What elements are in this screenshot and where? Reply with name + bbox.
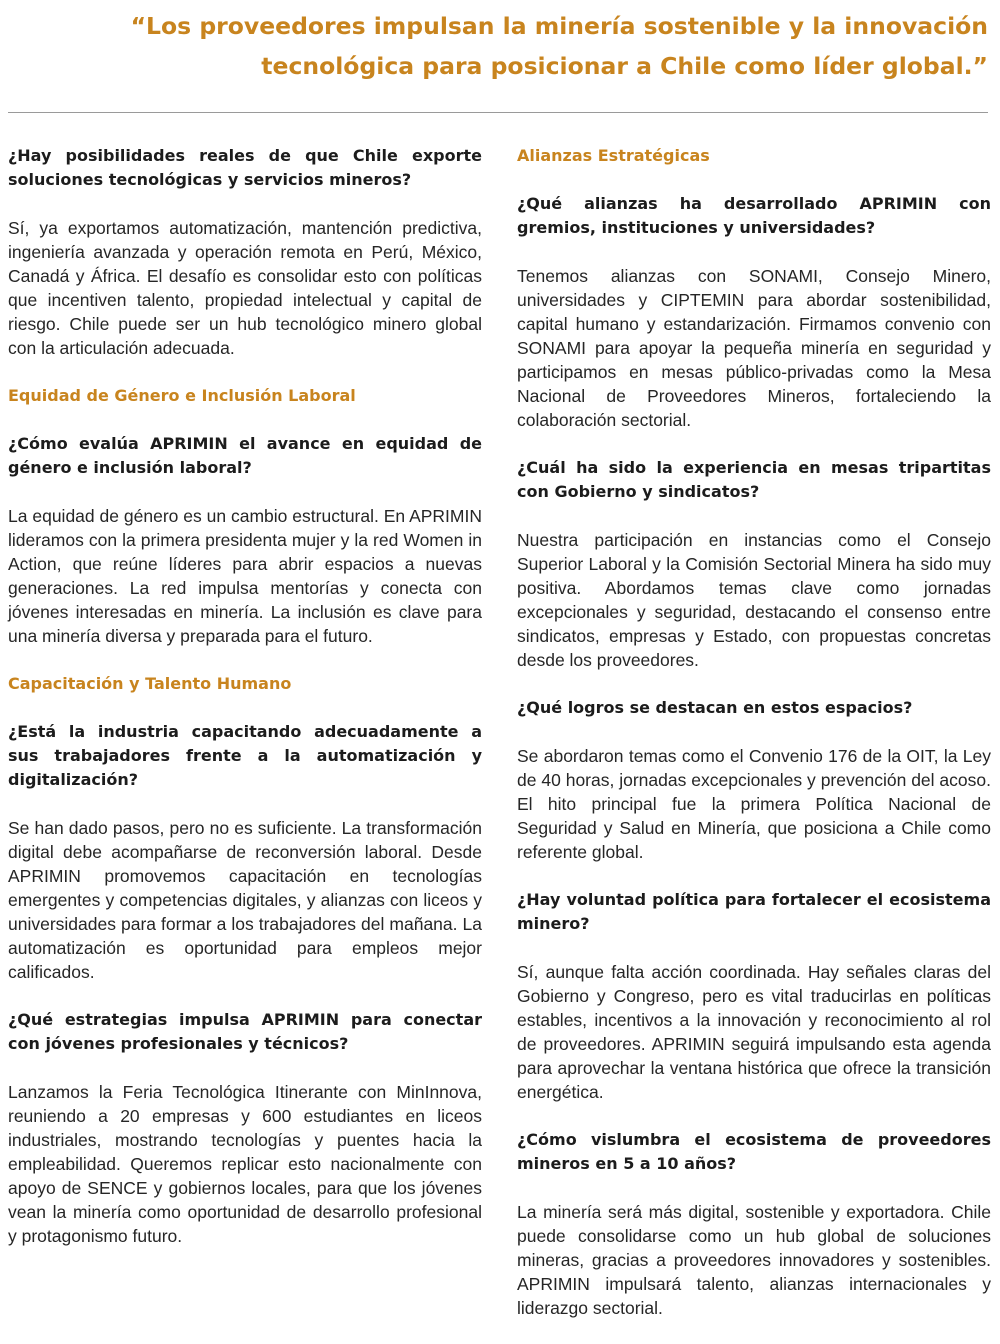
answer-alliances: Tenemos alianzas con SONAMI, Consejo Minero, universidades y CIPTEMIN para abordar sostenibilidad, capital humano y estandarización. Firmamos convenio con SONAMI para apoyar la pequeña minería en seguridad y participamos en mesas público-privadas como la Mesa Nacional de Proveedores Mineros, fortaleciendo la colaboración sectorial. <box>517 266 991 430</box>
section-heading-alliances: Alianzas Estratégicas <box>517 146 710 165</box>
right-column <box>517 144 991 1344</box>
question-gender: ¿Cómo evalúa APRIMIN el avance en equidad de género e inclusión laboral? <box>8 434 482 477</box>
section-heading-gender: Equidad de Género e Inclusión Laboral <box>8 386 356 405</box>
answer-outlook: La minería será más digital, sostenible y exportadora. Chile puede consolidarse como un hub global de soluciones mineras, gracias a proveedores innovadores y sostenibles. APRIMIN impulsará talento, alianzas internacionales y liderazgo sectorial. <box>517 1202 991 1318</box>
answer-political-will: Sí, aunque falta acción coordinada. Hay señales claras del Gobierno y Congreso, pero es vital traducirlas en políticas estables, incentivos a la innovación y reconocimiento al rol de proveedores. APRIMIN seguirá impulsando esta agenda para aprovechar la ventana histórica que ofrece la transición energética. <box>517 962 991 1102</box>
question-political-will: ¿Hay voluntad política para fortalecer el ecosistema minero? <box>517 890 991 933</box>
answer-export: Sí, ya exportamos automatización, mantención predictiva, ingeniería avanzada y operación remota en Perú, México, Canadá y África. El desafío es consolidar esto con políticas que incentiven talento, propiedad intelectual y capital de riesgo. Chile puede ser un hub tecnológico minero global con la articulación adecuada. <box>8 218 482 358</box>
pull-quote: “Los proveedores impulsan la minería sostenible y la innovación tecnológica para posicionar a Chile como líder global.” <box>130 12 988 80</box>
question-outlook: ¿Cómo vislumbra el ecosistema de proveedores mineros en 5 a 10 años? <box>517 1130 991 1173</box>
question-tripartite: ¿Cuál ha sido la experiencia en mesas tripartitas con Gobierno y sindicatos? <box>517 458 991 501</box>
question-training: ¿Está la industria capacitando adecuadamente a sus trabajadores frente a la automatización y digitalización? <box>8 722 482 789</box>
left-column <box>8 144 482 1272</box>
question-youth: ¿Qué estrategias impulsa APRIMIN para conectar con jóvenes profesionales y técnicos? <box>8 1010 482 1053</box>
answer-achievements: Se abordaron temas como el Convenio 176 de la OIT, la Ley de 40 horas, jornadas excepcionales y prevención del acoso. El hito principal fue la primera Política Nacional de Seguridad y Salud en Minería, que posiciona a Chile como referente global. <box>517 746 991 862</box>
question-alliances: ¿Qué alianzas ha desarrollado APRIMIN con gremios, instituciones y universidades? <box>517 194 991 237</box>
answer-youth: Lanzamos la Feria Tecnológica Itinerante con MinInnova, reuniendo a 20 empresas y 600 estudiantes en liceos industriales, mostrando tecnologías y puentes hacia la empleabilidad. Queremos replicar esto nacionalmente con apoyo de SENCE y gobiernos locales, para que los jóvenes vean la minería como oportunidad de desarrollo profesional y protagonismo futuro. <box>8 1082 482 1246</box>
answer-gender: La equidad de género es un cambio estructural. En APRIMIN lideramos con la primera presidenta mujer y la red Women in Action, que reúne líderes para abrir espacios a nuevas generaciones. La red impulsa mentorías y conecta con jóvenes interesadas en minería. La inclusión es clave para una minería diversa y preparada para el futuro. <box>8 506 482 646</box>
answer-tripartite: Nuestra participación en instancias como el Consejo Superior Laboral y la Comisión Sectorial Minera ha sido muy positiva. Abordamos temas clave como jornadas excepcionales y seguridad, destacando el consenso entre sindicatos, empresas y Estado, con propuestas concretas desde los proveedores. <box>517 530 991 670</box>
answer-training: Se han dado pasos, pero no es suficiente. La transformación digital debe acompañarse de reconversión laboral. Desde APRIMIN promovemos capacitación en tecnologías emergentes y competencias digitales, y alianzas con liceos y universidades para formar a los trabajadores del mañana. La automatización es oportunidad para empleos mejor calificados. <box>8 818 482 982</box>
header-divider <box>8 112 988 113</box>
question-achievements: ¿Qué logros se destacan en estos espacios? <box>517 698 913 717</box>
section-heading-training: Capacitación y Talento Humano <box>8 674 292 693</box>
question-export: ¿Hay posibilidades reales de que Chile exporte soluciones tecnológicas y servicios mineros? <box>8 146 482 189</box>
